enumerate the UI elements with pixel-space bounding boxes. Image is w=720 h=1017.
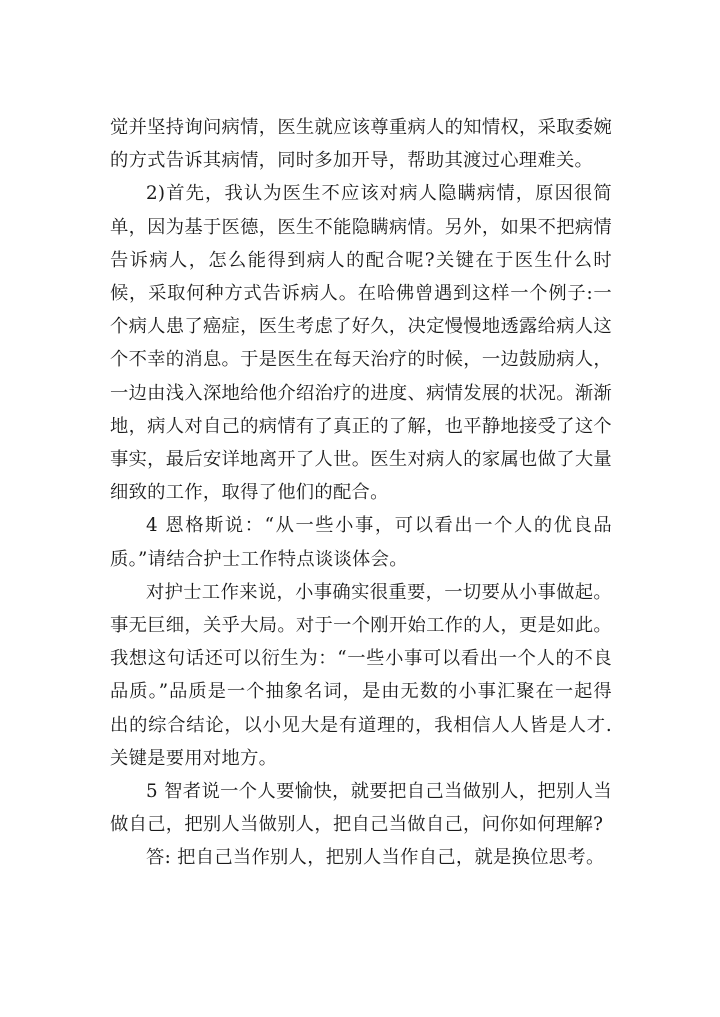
paragraph-continuation: 觉并坚持询问病情，医生就应该尊重病人的知情权，采取委婉的方式告诉其病情，同时多加开导，帮助其渡过心理难关。 — [110, 117, 612, 172]
paragraph-answer-2: 2)首先，我认为医生不应该对病人隐瞒病情，原因很简单，因为基于医德，医生不能隐瞒病情。另外，如果不把病情告诉病人，怎么能得到病人的配合呢?关键在于医生什么时候，采取何种方式告诉病人。在哈佛曾遇到这样一个例子:一个病人患了癌症，医生考虑了好久，决定慢慢地透露给病人这个不幸的消息。于是医生在每天治疗的时候，一边鼓励病人，一边由浅入深地给他介绍治疗的进度、病情发展的状况。渐渐地，病人对自己的病情有了真正的了解，也平静地接受了这个事实，最后安详地离开了人世。医生对病人的家属也做了大量细致的工作，取得了他们的配合。 — [110, 183, 612, 504]
paragraph-question-4: 4 恩格斯说：“从一些小事，可以看出一个人的优良品质。”请结合护士工作特点谈谈体会。 — [110, 515, 612, 570]
paragraph-question-5: 5 智者说一个人要愉快，就要把自己当做别人，把别人当做自己，把别人当做别人，把自己当做自己，问你如何理解? — [110, 781, 612, 836]
paragraph-answer-4: 对护士工作来说，小事确实很重要，一切要从小事做起。事无巨细，关乎大局。对于一个刚开始工作的人，更是如此。我想这句话还可以衍生为：“一些小事可以看出一个人的不良品质。”品质是一个抽象名词，是由无数的小事汇聚在一起得出的综合结论，以小见大是有道理的，我相信人人皆是人才.关键是要用对地方。 — [110, 581, 612, 769]
document-body — [110, 111, 612, 875]
paragraph-answer-5: 答: 把自己当作别人，把别人当作自己，就是换位思考。 — [146, 847, 605, 869]
